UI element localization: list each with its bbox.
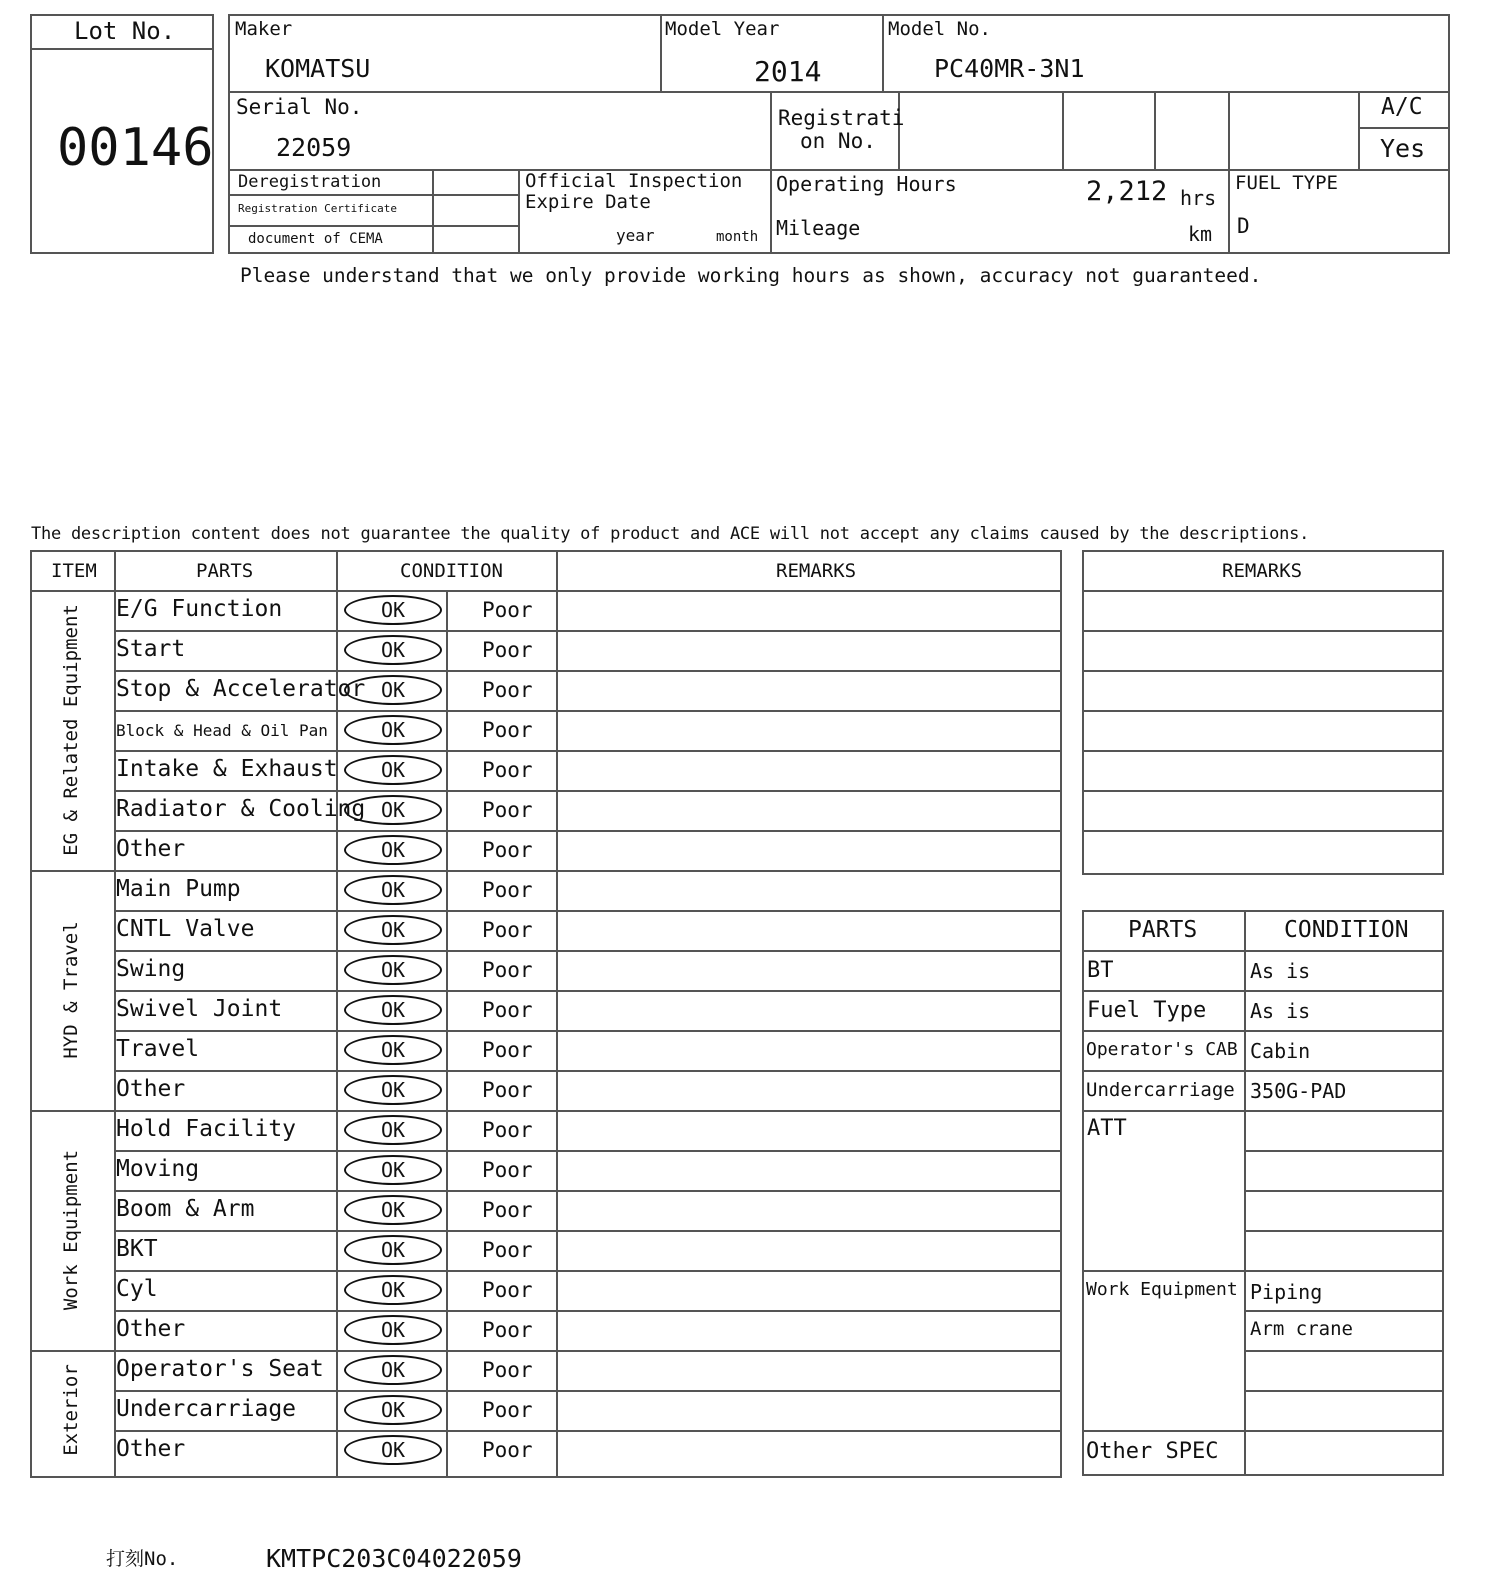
ok-circled: OK [344,795,442,825]
part-label: Hold Facility [116,1116,297,1142]
row-divider [114,990,1062,992]
mileage-label: Mileage [776,216,861,240]
row-divider [114,750,1062,752]
lot-number: 00146 [57,118,214,178]
col-remarks-header: REMARKS [776,560,857,582]
part-label: Travel [116,1036,200,1062]
part-label: Moving [116,1156,200,1182]
hours-note: Please understand that we only provide working hours as shown, accuracy not guaranteed. [240,264,1262,287]
ok-circled: OK [344,955,442,985]
row-divider [114,1070,1062,1072]
part-label: Boom & Arm [116,1196,255,1222]
ok-circled: OK [344,1355,442,1385]
cema-label: document of CEMA [248,231,383,247]
group-label: HYD & Travel [60,921,82,1059]
year-label: year [616,226,655,245]
ok-circled: OK [344,1275,442,1305]
operating-hours-label: Operating Hours [776,172,957,196]
row-divider [114,1150,1062,1152]
header-divider [30,590,1062,592]
maker-value: KOMATSU [265,54,371,83]
deregistration-label: Deregistration [238,172,382,192]
spec-undercarriage-label: Undercarriage [1086,1079,1235,1101]
part-label: Other [116,1436,186,1462]
col-parts-header: PARTS [196,560,254,582]
side-remarks-row-divider [1082,790,1444,792]
registration-certificate-label: Registration Certificate [238,202,397,215]
poor-option: Poor [482,1278,533,1302]
lot-label: Lot No. [74,17,176,45]
ok-circled: OK [344,675,442,705]
maker-label: Maker [235,18,293,40]
month-label: month [716,229,759,245]
part-label: Other [116,1316,186,1342]
part-label: Start [116,636,186,662]
group-divider [30,1110,1062,1112]
ok-circled: OK [344,1435,442,1465]
part-label: Radiator & Cooling [116,796,366,822]
side-remarks-row-divider [1082,830,1444,832]
poor-option: Poor [482,1198,533,1222]
disclaimer: The description content does not guarantee the quality of product and ACE will not accept any claims caused by the descriptions. [31,524,1310,544]
group-divider [30,1350,1062,1352]
poor-option: Poor [482,1238,533,1262]
poor-option: Poor [482,1318,533,1342]
model-year-label: Model Year [665,18,780,40]
part-label: CNTL Valve [116,916,255,942]
row-divider [114,1230,1062,1232]
side-remarks-table [1082,550,1444,875]
part-label: Intake & Exhaust [116,756,338,782]
fuel-type-label: FUEL TYPE [1235,172,1338,194]
poor-option: Poor [482,718,533,742]
ok-circled: OK [344,995,442,1025]
ok-circled: OK [344,715,442,745]
group-label: Exterior [60,1364,82,1456]
row-divider [114,710,1062,712]
ok-circled: OK [344,915,442,945]
remarks-column-divider [556,550,558,1478]
row-divider [114,830,1062,832]
part-label: E/G Function [116,596,283,622]
part-label: Block & Head & Oil Pan [116,721,328,740]
registration-label-1: Registrati [778,106,905,130]
poor-option: Poor [482,958,533,982]
part-label: Stop & Accelerator [116,676,366,702]
operating-hours-value: 2,212 [1086,176,1168,207]
ac-label: A/C [1381,94,1423,120]
stamp-number: KMTPC203C04022059 [266,1544,522,1573]
spec-cab-value: Cabin [1250,1039,1311,1063]
ac-value: Yes [1380,134,1426,163]
ok-circled: OK [344,1115,442,1145]
ok-circled: OK [344,835,442,865]
row-divider [114,1270,1062,1272]
group-label: Work Equipment [60,1149,82,1311]
spec-bt-value: As is [1250,959,1311,983]
ok-circled: OK [344,1395,442,1425]
group-divider [30,870,1062,872]
spec-work-value-1: Piping [1250,1280,1323,1304]
row-divider [114,1190,1062,1192]
fuel-type-value: D [1237,214,1250,238]
side-remarks-row-divider [1082,750,1444,752]
ok-circled: OK [344,595,442,625]
row-divider [114,790,1062,792]
spec-work-value-2: Arm crane [1250,1318,1353,1340]
ok-circled: OK [344,1035,442,1065]
poor-option: Poor [482,1118,533,1142]
side-remarks-row-divider [1082,590,1444,592]
spec-cab-label: Operator's CAB [1086,1039,1238,1060]
row-divider [114,630,1062,632]
poor-option: Poor [482,878,533,902]
poor-option: Poor [482,1398,533,1422]
poor-option: Poor [482,678,533,702]
part-label: Other [116,836,186,862]
poor-option: Poor [482,998,533,1022]
spec-other-label: Other SPEC [1086,1439,1219,1464]
poor-option: Poor [482,1078,533,1102]
poor-option: Poor [482,598,533,622]
ok-circled: OK [344,1315,442,1345]
side-remarks-row-divider [1082,630,1444,632]
row-divider [114,1390,1062,1392]
part-label: BKT [116,1236,158,1262]
row-divider [114,1030,1062,1032]
condition-column-divider [446,590,448,1478]
poor-option: Poor [482,918,533,942]
part-label: Swing [116,956,186,982]
part-label: Other [116,1076,186,1102]
part-label: Cyl [116,1276,158,1302]
poor-option: Poor [482,1158,533,1182]
hrs-unit: hrs [1180,186,1217,210]
part-label: Undercarriage [116,1396,297,1422]
ok-circled: OK [344,1075,442,1105]
model-year-value: 2014 [754,55,822,88]
poor-option: Poor [482,1358,533,1382]
spec-fuel-value: As is [1250,999,1311,1023]
col-condition-header: CONDITION [400,560,503,582]
poor-option: Poor [482,838,533,862]
side-remarks-row-divider [1082,670,1444,672]
group-label: EG & Related Equipment [60,604,82,856]
poor-option: Poor [482,638,533,662]
col-item-header: ITEM [51,560,97,582]
part-label: Swivel Joint [116,996,283,1022]
ok-circled: OK [344,1235,442,1265]
model-no-label: Model No. [888,18,991,40]
ok-circled: OK [344,875,442,905]
ok-circled: OK [344,1155,442,1185]
spec-fuel-label: Fuel Type [1087,998,1207,1023]
spec-undercarriage-value: 350G-PAD [1250,1079,1347,1103]
ok-circled: OK [344,1195,442,1225]
side-remarks-row-divider [1082,710,1444,712]
spec-parts-header: PARTS [1128,917,1198,943]
spec-condition-header: CONDITION [1284,917,1409,943]
inspection-label-2: Expire Date [525,191,651,213]
spec-bt-label: BT [1087,958,1114,983]
poor-option: Poor [482,758,533,782]
serial-value: 22059 [276,133,352,162]
model-no-value: PC40MR-3N1 [934,54,1085,83]
km-unit: km [1188,222,1213,246]
row-divider [114,1430,1062,1432]
row-divider [114,670,1062,672]
row-divider [114,910,1062,912]
ok-circled: OK [344,755,442,785]
spec-work-equipment-label: Work Equipment [1086,1279,1238,1300]
inspection-label-1: Official Inspection [525,170,743,192]
part-label: Operator's Seat [116,1356,324,1382]
side-remarks-header: REMARKS [1222,560,1303,582]
poor-option: Poor [482,1038,533,1062]
serial-label: Serial No. [236,95,363,119]
row-divider [114,950,1062,952]
registration-label-2: on No. [800,129,876,153]
poor-option: Poor [482,1438,533,1462]
ok-circled: OK [344,635,442,665]
spec-att-label: ATT [1087,1116,1127,1141]
poor-option: Poor [482,798,533,822]
row-divider [114,1310,1062,1312]
stamp-label: 打刻No. [106,1548,179,1570]
part-label: Main Pump [116,876,241,902]
